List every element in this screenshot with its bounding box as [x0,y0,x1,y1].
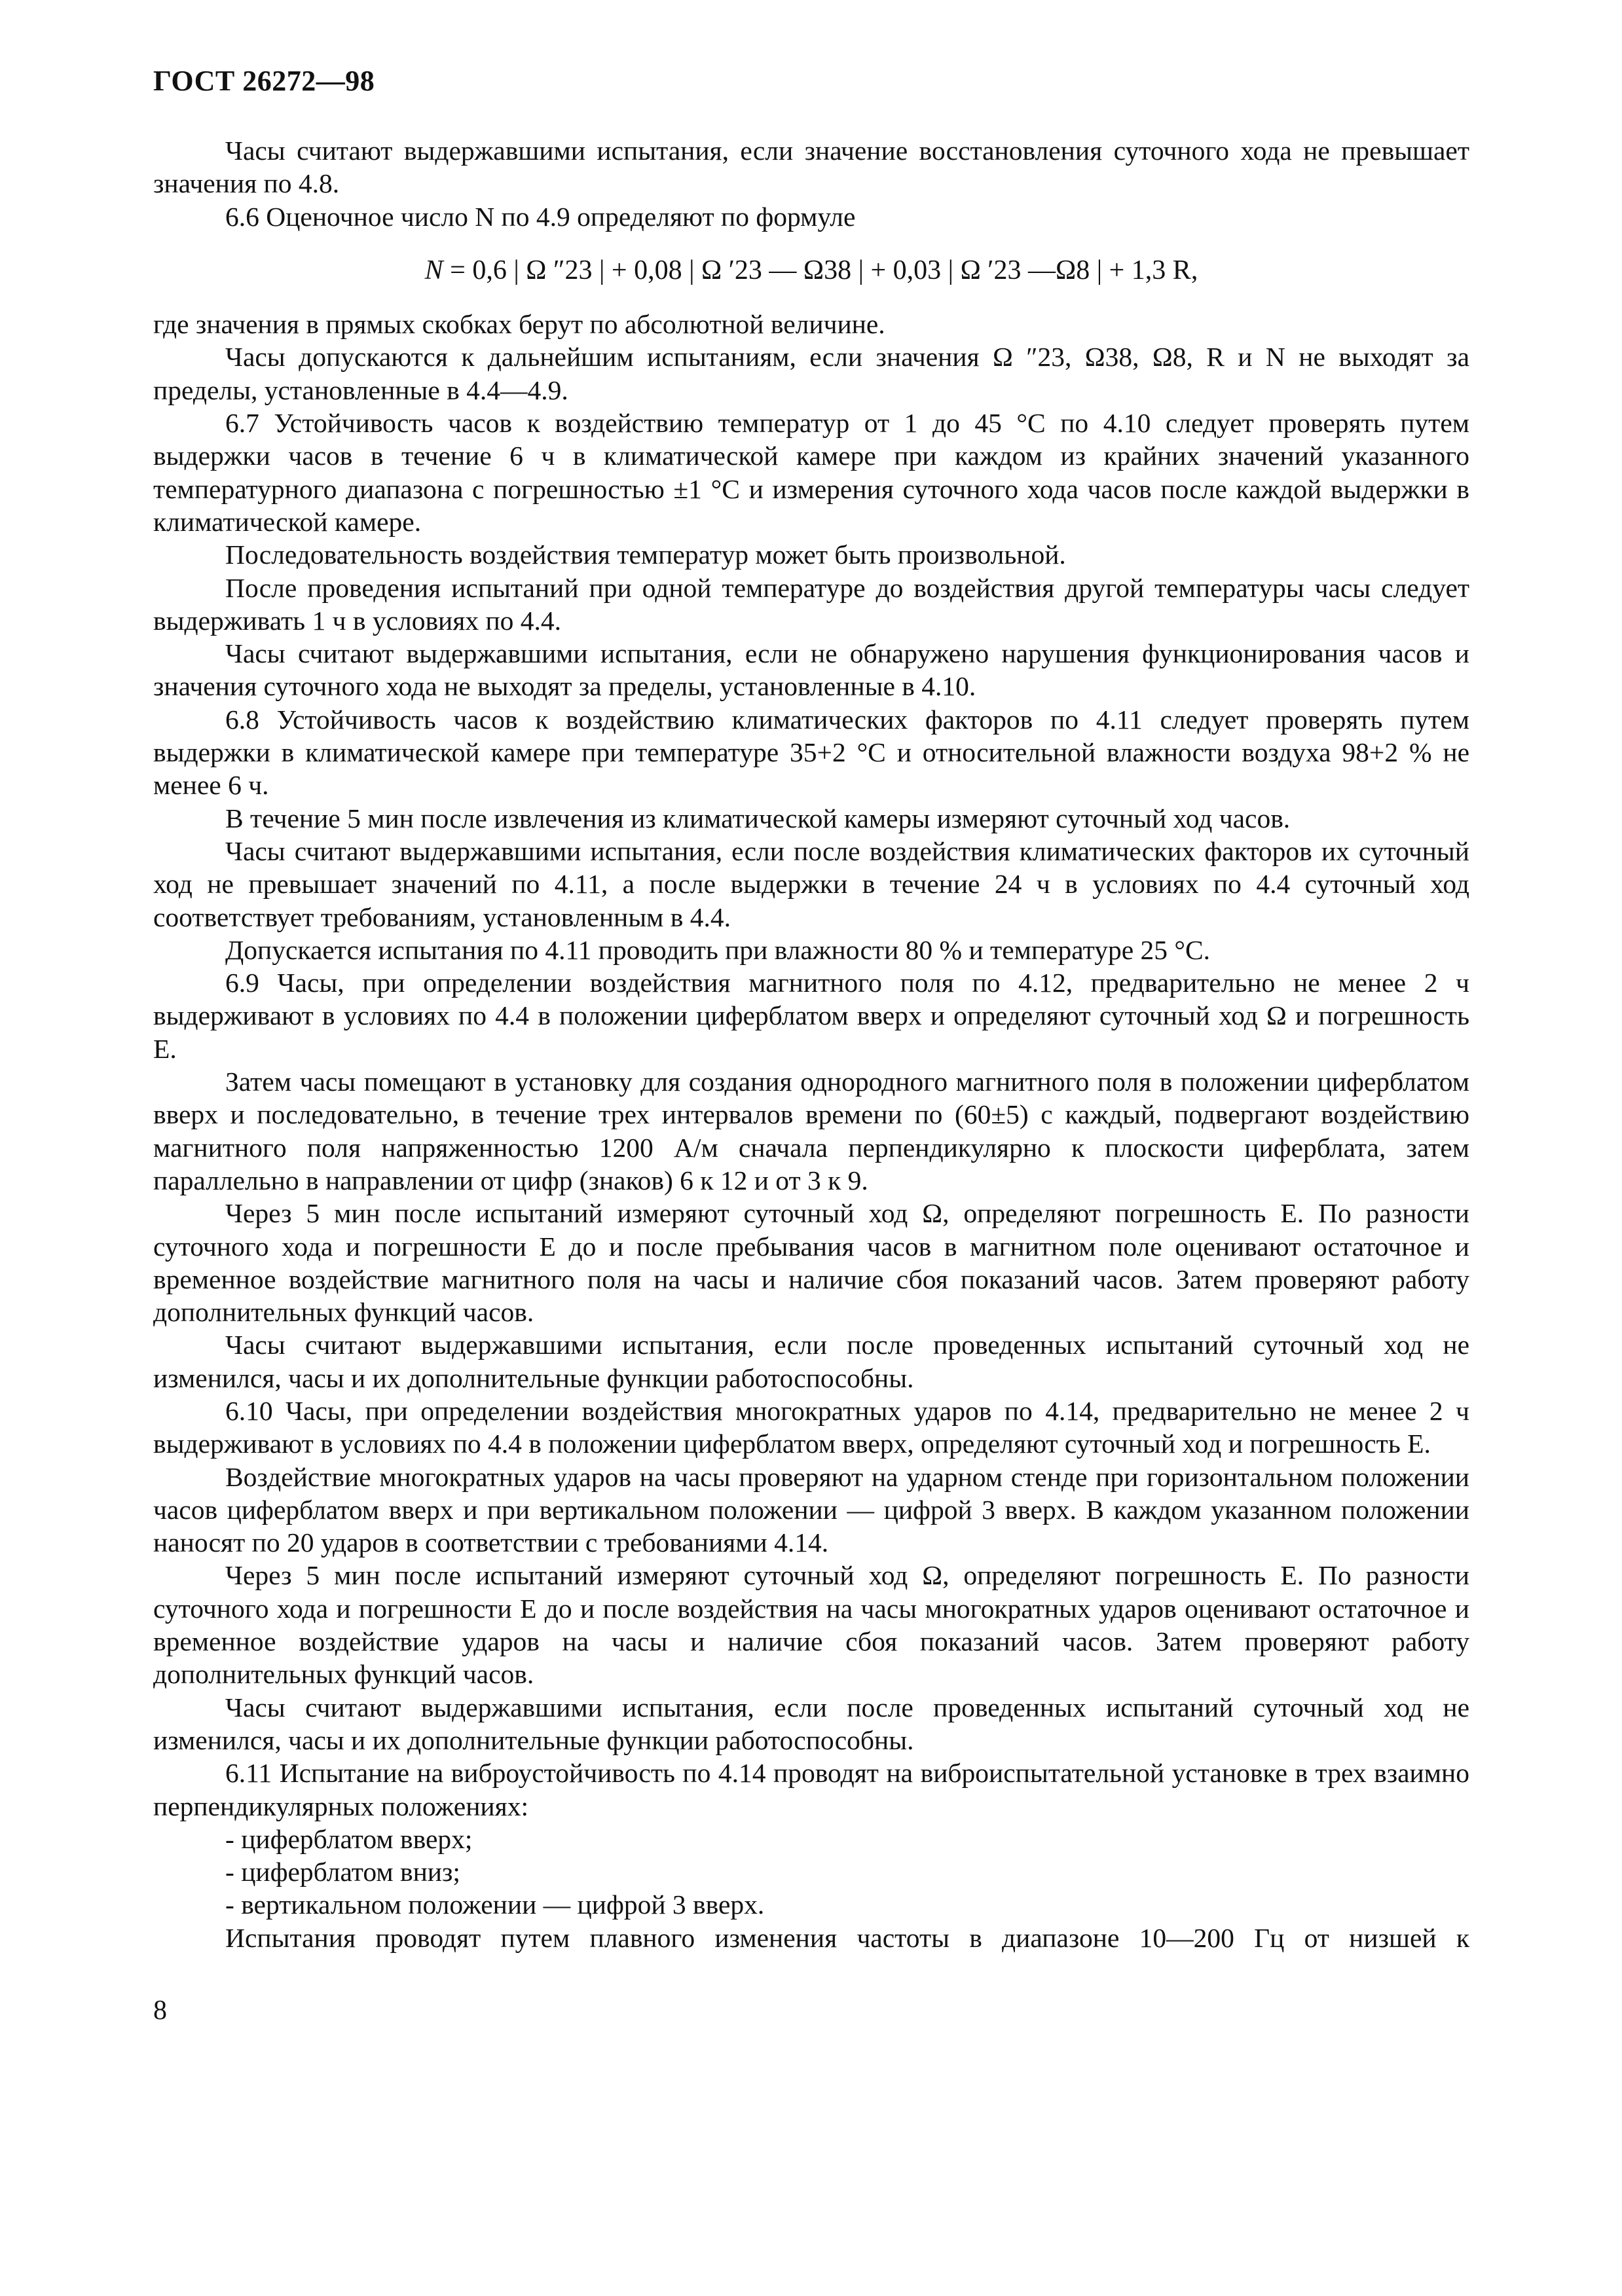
paragraph: Затем часы помещают в установку для создания однородного магнитного поля в положении циферблатом вверх и последовательно, в течение трех интервалов времени по (60±5) с каждый, подвергают воздействию магнитного поля напряженностью 1200 А/м сначала перпендикулярно к плоскости циферблата, затем параллельно в направлении от цифр (знаков) 6 к 12 и от 3 к 9. [153,1066,1469,1195]
paragraph: Часы считают выдержавшими испытания, если не обнаружено нарушения функционирования часов и значения суточного хода не выходят за пределы, установленные в 4.10. [153,638,1469,702]
paragraph: 6.6 Оценочное число N по 4.9 определяют по формуле [225,201,856,232]
list-item: - циферблатом вниз; [225,1857,460,1887]
list-item: - циферблатом вверх; [225,1823,473,1854]
paragraph: 6.8 Устойчивость часов к воздействию климатических факторов по 4.11 следует проверять путем выдержки в климатической камере при температуре 35+2 °С и относительной влажности воздуха 98+2 % не менее 6 ч. [153,704,1469,801]
paragraph: Часы допускаются к дальнейшим испытаниям, если значения Ω ″23, Ω38, Ω8, R и N не выходят за пределы, установленные в 4.4—4.9. [153,342,1469,405]
paragraph: Часы считают выдержавшими испытания, если после проведенных испытаний суточный ход не изменился, часы и их дополнительные функции работоспособны. [153,1330,1469,1393]
paragraph: 6.11 Испытание на виброустойчивость по 4.14 проводят на виброиспытательной установке в трех взаимно перпендикулярных положениях: [153,1758,1469,1821]
paragraph: где значения в прямых скобках берут по абсолютной величине. [153,309,885,340]
paragraph: Часы считают выдержавшими испытания, если после воздействия климатических факторов их суточный ход не превышает значений по 4.11, а после выдержки в течение 24 ч в условиях по 4.4 суточный ход соответствует требованиям, установленным в 4.4. [153,835,1469,932]
formula [153,254,1469,287]
paragraph: Часы считают выдержавшими испытания, если после проведенных испытаний суточный ход не изменился, часы и их дополнительные функции работоспособны. [153,1692,1469,1755]
document-header: ГОСТ 26272—98 [153,65,375,97]
paragraph: Допускается испытания по 4.11 проводить при влажности 80 % и температуре 25 °С. [225,934,1211,965]
paragraph: Последовательность воздействия температур может быть произвольной. [225,539,1066,570]
paragraph: Через 5 мин после испытаний измеряют суточный ход Ω, определяют погрешность E. По разности суточного хода и погрешности E до и после пребывания часов в магнитном поле оценивают остаточное и временное воздействие магнитного поля на часы и наличие сбоя показаний часов. Затем проверяют работу дополнительных функций часов. [153,1198,1469,1328]
paragraph: Воздействие многократных ударов на часы проверяют на ударном стенде при горизонтальном положении часов циферблатом вверх и при вертикальном положении — цифрой 3 вверх. В каждом указанном положении наносят по 20 ударов в соответствии с требованиями 4.14. [153,1461,1469,1558]
paragraph: В течение 5 мин после извлечения из климатической камеры измеряют суточный ход часов. [225,803,1291,833]
paragraph: 6.9 Часы, при определении воздействия магнитного поля по 4.12, предварительно не менее 2 ч выдерживают в условиях по 4.4 в положении циферблатом вверх и определяют суточный ход Ω и погрешность E. [153,968,1469,1064]
list-item: - вертикальном положении — цифрой 3 вверх. [225,1889,765,1920]
paragraph: Часы считают выдержавшими испытания, если значение восстановления суточного хода не превышает значения по 4.8. [153,136,1469,199]
formula-rhs: = 0,6 | Ω ″23 | + 0,08 | Ω ′23 — Ω38 | + 0,03 | Ω ′23 —Ω8 | + 1,3 R, [443,255,1198,285]
document-body [153,134,1469,1954]
paragraph: Испытания проводят путем плавного изменения частоты в диапазоне 10—200 Гц от низшей к [225,1922,1469,1953]
paragraph: 6.7 Устойчивость часов к воздействию температур от 1 до 45 °С по 4.10 следует проверять путем выдержки часов в течение 6 ч в климатической камере при каждом из крайних значений указанного температурного диапазона с погрешностью ±1 °С и измерения суточного хода часов после каждой выдержки в климатической камере. [153,408,1469,537]
page-number: 8 [153,1995,167,2026]
paragraph: Через 5 мин после испытаний измеряют суточный ход Ω, определяют погрешность E. По разности суточного хода и погрешности E до и после воздействия на часы многократных ударов оценивают остаточное и временное воздействие ударов на часы и наличие сбоя показаний часов. Затем проверяют работу дополнительных функций часов. [153,1560,1469,1690]
paragraph: 6.10 Часы, при определении воздействия многократных ударов по 4.14, предварительно не менее 2 ч выдерживают в условиях по 4.4 в положении циферблатом вверх, определяют суточный ход и погрешность E. [153,1395,1469,1459]
formula-lhs: N [424,255,443,285]
paragraph: После проведения испытаний при одной температуре до воздействия другой температуры часы следует выдерживать 1 ч в условиях по 4.4. [153,572,1469,636]
